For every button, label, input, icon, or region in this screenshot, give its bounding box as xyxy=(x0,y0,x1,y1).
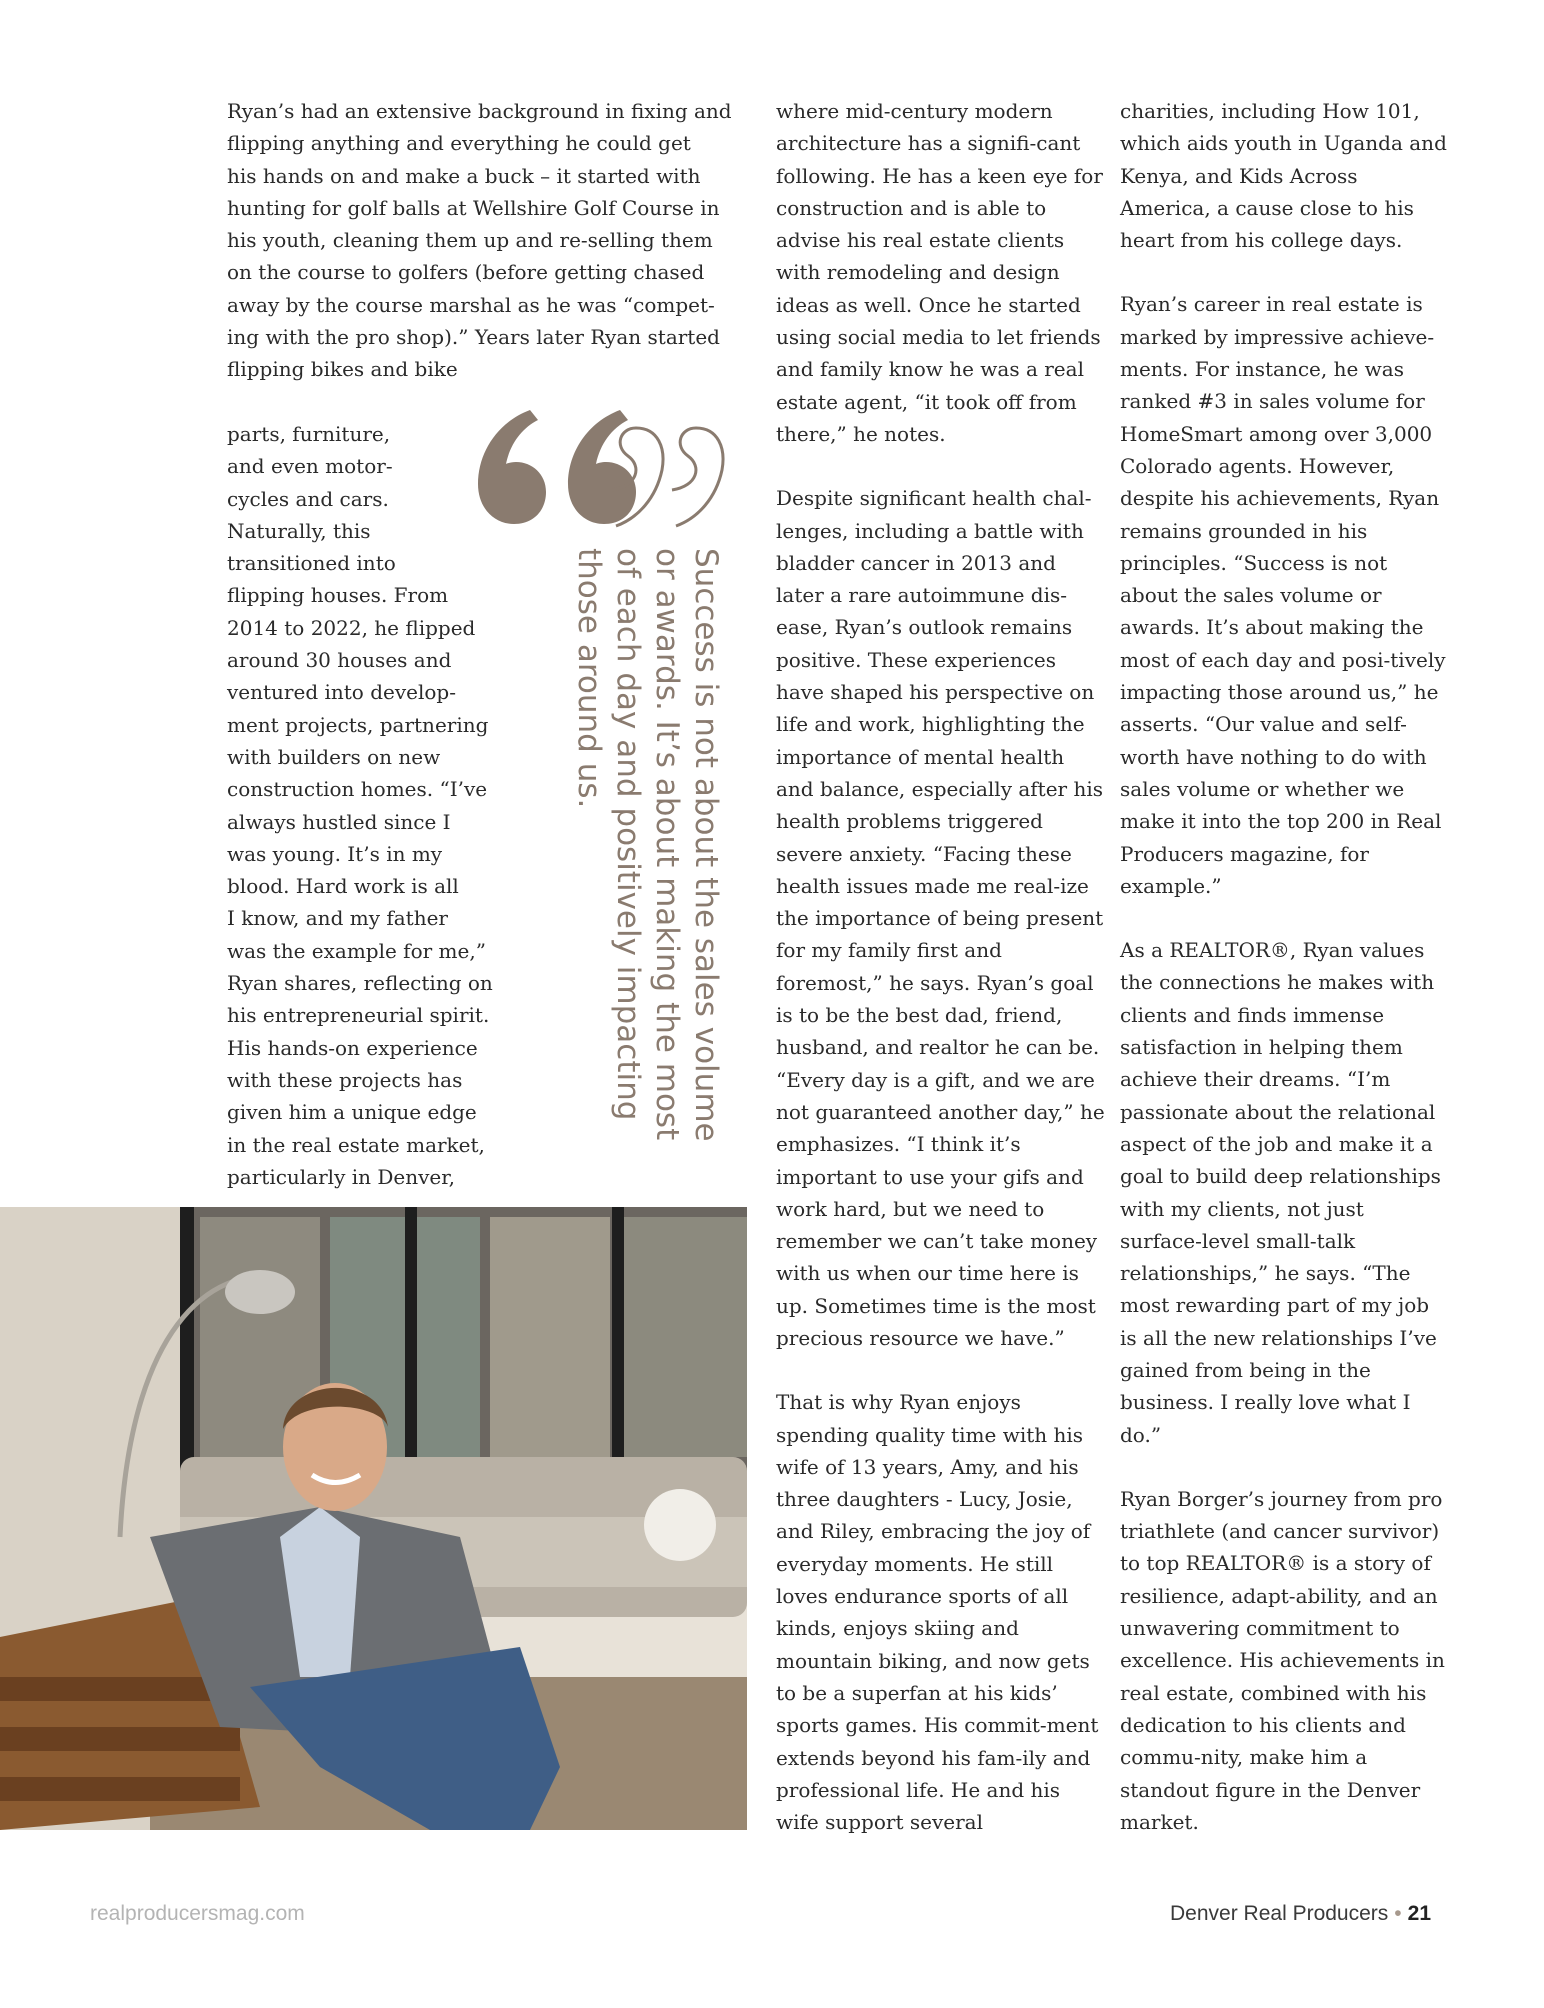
text-line: 2014 to 2022, he flipped xyxy=(227,615,476,640)
column-3 xyxy=(1120,95,1450,1838)
text-line: construction homes. “I’ve xyxy=(227,777,488,802)
text-line: in the real estate market, xyxy=(227,1132,485,1157)
text-line: cycles and cars. xyxy=(227,486,389,511)
text-line: His hands-on experience xyxy=(227,1035,478,1060)
paragraph: Despite significant health chal-lenges, including a battle with bladder cancer in 2013 and later a rare autoimmune dis-ease, Ryan’s outlook remains positive. These experiences have shaped his perspective on life and work, highlighting the importance of mental health and balance, especially after his health problems triggered severe anxiety. “Facing these health issues made me real-ize the importance of being present for my family first and foremost,” he says. Ryan’s goal is to be the best dad, friend, husband, and realtor he can be. “Every day is a gift, and we are not guaranteed another day,” he emphasizes. “I think it’s important to use your gifs and work hard, but we need to remember we can’t take money with us when our time here is up. Sometimes time is the most precious resource we have.” xyxy=(776,486,1105,1350)
text-line: his entrepreneurial spirit. xyxy=(227,1003,490,1028)
paragraph: charities, including How 101, which aids youth in Uganda and Kenya, and Kids Across America, a cause close to his heart from his college days. xyxy=(1120,99,1447,253)
separator: • xyxy=(1394,1902,1402,1925)
column-2 xyxy=(776,95,1106,1838)
text-line: flipping bikes and bike xyxy=(227,357,458,382)
text-line: blood. Hard work is all xyxy=(227,874,459,899)
paragraph: That is why Ryan enjoys spending quality time with his wife of 13 years, Amy, and his three daughters - Lucy, Josie, and Riley, embracing the joy of everyday moments. He still loves endurance sports of all kinds, enjoys skiing and mountain biking, and now gets to be a superfan at his kids’ sports games. His commit-ment extends beyond his fam-ily and professional life. He and his wife support several xyxy=(776,1390,1099,1835)
text-line: I know, and my father xyxy=(227,906,448,931)
text-line: always hustled since I xyxy=(227,809,451,834)
text-line: flipping houses. From xyxy=(227,583,449,608)
text-line: away by the course marshal as he was “compet- xyxy=(227,292,715,317)
column-1-top xyxy=(227,95,747,386)
footer-publication xyxy=(1170,1902,1431,1926)
text-line: transitioned into xyxy=(227,551,396,576)
text-line: given him a unique edge xyxy=(227,1100,477,1125)
text-line: with builders on new xyxy=(227,744,441,769)
paragraph: Ryan’s career in real estate is marked by impressive achieve-ments. For instance, he was ranked #3 in sales volume for HomeSmart among over 3,000 Colorado agents. However, despite his achievements, Ryan remains grounded in his principles. “Success is not about the sales volume or awards. It’s about making the most of each day and posi-tively impacting those around us,” he asserts. “Our value and self-worth have nothing to do with sales volume or whether we make it into the top 200 in Real Producers magazine, for example.” xyxy=(1120,292,1446,898)
quote-marks-icon xyxy=(470,400,740,530)
text-line: ing with the pro shop).” Years later Ryan started xyxy=(227,325,720,350)
text-line: ventured into develop- xyxy=(227,680,456,705)
text-line: flipping anything and everything he could get xyxy=(227,131,691,156)
text-line: particularly in Denver, xyxy=(227,1164,455,1189)
paragraph: Ryan Borger’s journey from pro triathlete (and cancer survivor) to top REALTOR® is a story of resilience, adapt-ability, and an unwavering commitment to excellence. His achievements in real estate, combined with his dedication to his clients and commu-nity, make him a standout figure in the Denver market. xyxy=(1120,1486,1445,1834)
text-line: around 30 houses and xyxy=(227,648,452,673)
text-line: was young. It’s in my xyxy=(227,841,443,866)
text-line: Ryan’s had an extensive background in fixing and xyxy=(227,99,732,123)
text-line: with these projects has xyxy=(227,1067,463,1092)
text-line: his youth, cleaning them up and re-selling them xyxy=(227,228,713,253)
text-line: was the example for me,” xyxy=(227,938,486,963)
publication-name: Denver Real Producers xyxy=(1170,1902,1389,1925)
text-line: Ryan shares, reflecting on xyxy=(227,971,493,996)
text-line: parts, furniture, xyxy=(227,422,391,446)
text-line: hunting for golf balls at Wellshire Golf Course in xyxy=(227,195,720,220)
portrait-photo xyxy=(0,1207,747,1830)
page-number: 21 xyxy=(1407,1902,1431,1925)
paragraph: where mid-century modern architecture has a signifi-cant following. He has a keen eye for construction and is able to advise his real estate clients with remodeling and design ideas as well. Once he started using social media to let friends and family know he was a real estate agent, “it took off from there,” he notes. xyxy=(776,99,1103,446)
paragraph: As a REALTOR®, Ryan values the connections he makes with clients and finds immense satisfaction in helping them achieve their dreams. “I’m passionate about the relational aspect of the job and make it a goal to build deep relationships with my clients, not just surface-level small-talk relationships,” he says. “The most rewarding part of my job is all the new relationships I’ve gained from being in the business. I really love what I do.” xyxy=(1120,938,1441,1447)
text-line: and even motor- xyxy=(227,454,393,479)
footer-website[interactable]: realproducersmag.com xyxy=(90,1902,305,1925)
text-line: his hands on and make a buck – it started with xyxy=(227,163,701,188)
text-line: ment projects, partnering xyxy=(227,712,489,737)
column-1-narrow xyxy=(227,418,497,1193)
pull-quote: Success is not about the sales volume or awards. It’s about making the most of each day and positively impacting those around us. xyxy=(571,548,724,1142)
text-line: on the course to golfers (before getting chased xyxy=(227,260,705,285)
text-line: Naturally, this xyxy=(227,518,371,543)
